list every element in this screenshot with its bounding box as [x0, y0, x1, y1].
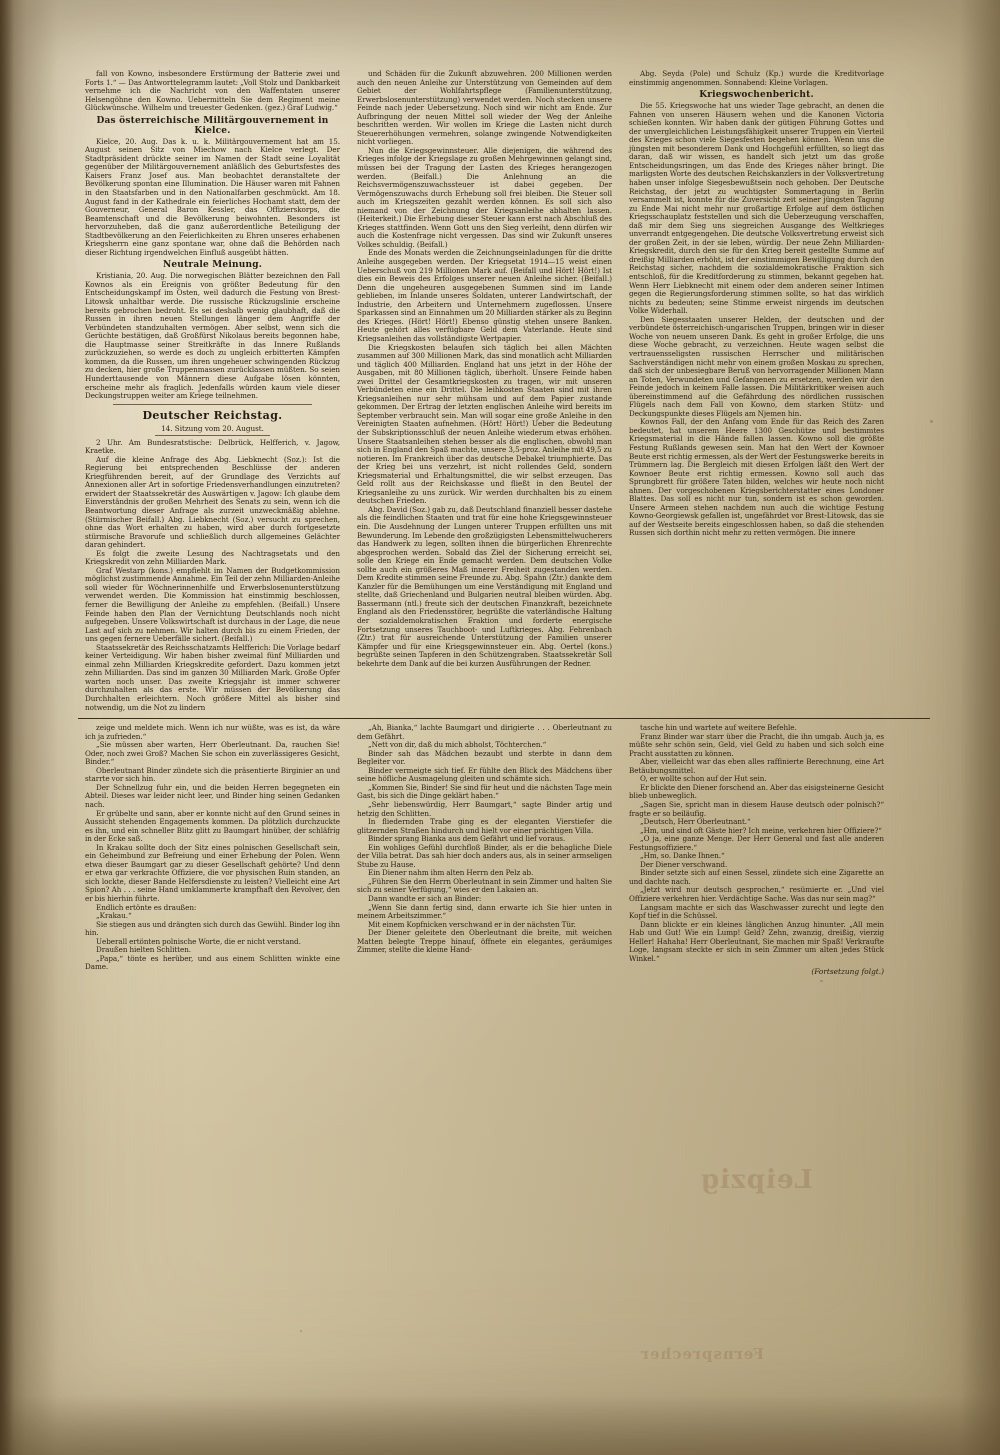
paragraph: Kristiania, 20. Aug. Die norwegischen Blätter bezeichnen den Fall Kownos als ein Ereignis von größter Bedeutung für den Entscheidungskampf im Osten, weil dadurch die Festung von Brest-Litowsk unhaltbar werde. Die russische Rückzugslinie erscheine bereits gebrochen bedroht. Es sei deshalb wenig glaubhaft, daß die Russen in ihren neuen Stellungen länger dem Angriffe der Verbündeten standzuhalten vermögen. Aber selbst, wenn sich die Gerüchte bestätigen, daß Großfürst Nikolaus bereits begonnen habe, die Hauptmasse seiner Streitkräfte in das Innere Rußlands zurückzuziehen, so werde es doch zu ungleich erbitterten Kämpfen kommen, da die Russen, um ihren ungeheuer schwingenden Rückzug zu decken, hier große Truppenmassen zurücklassen müßten. So seien Hunderttausende von Männern diese Aufgabe lösen könnten, erscheine mehr als fraglich. Jedenfalls würden kaum viele dieser Deckungstruppen weiter am Kriege teilnehmen. [85, 271, 340, 401]
paragraph: Langsam machte er sich das Waschwasser zurecht und legte den Kopf tief in die Schüssel. [629, 902, 884, 921]
paragraph: Ende des Monats werden die Zeichnungseinladungen für die dritte Anleihe ausgegeben werden. Der Kriegsetat 1914—15 weist einen Ueberschuß von 219 Millionen Mark auf. (Beifall und Hört! Hört!) Ist dies ein Beweis des Erfolges unserer neuen Anleihe sicher. (Beifall.) Denn die ungeheuren ausgegebenen Summen sind im Lande geblieben, im Inlande unseres Soldaten, unterer Landwirtschaft, der Industrie, den Arbeitern und Unternehmern zugeflossen. Unsere Sparkassen sind an Einnahmen um 20 Milliarden stärker als zu Beginn des Krieges. (Hört! Hört!) Ebenso günstig stehen unsere Banken. Heute gehört alles verfügbare Geld dem Vaterlande. Heute sind Kriegsanleihen das vollständigste Wertpapier. [357, 248, 612, 343]
paragraph: Den Siegesstaaten unserer Helden, der deutschen und der verbündete österreichisch-ungarischen Truppen, bringen wir in dieser Woche von neuem unseren Dank. Es geht in großer Erfolge, die uns diese Woche gebracht, zu verzeichnen. Heute wagen selbst die vertrauensseligsten russischen Herrscher und militärischen Sachverständigen nicht mehr von einem großen Moskau zu sprechen, daß sich der unbesiegbare Beruß von hervorragender Millionen Mann an Toten, Verwundeten und Gefangenen zu ersetzen, werden wir den Feinde jedoch in keinem Falle lassen. Die Militärkritiker weisen auch übereinstimmend auf die Gefährdung des nördlichen russischen Flügels nach dem Fall von Kowno, dem starken Stütz- und Deckungspunkte dieses Flügels am Njemen hin. [629, 314, 884, 418]
continuation-note: (Fortsetzung folgt.) [811, 967, 884, 977]
paragraph: Binder setzte sich auf einen Sessel, zündete sich eine Zigarette an und dachte nach. [629, 868, 884, 886]
paragraph: In Krakau sollte doch der Sitz eines polnischen Gesellschaft sein, ein Geheimbund zur Befreiung und einer Erhebung der Polen. Wenn etwa dieser Baumgart gar zu dieser Gesellschaft gehörte? Und denn er etwa gar verkrachte Offiziere, die vor physischen Ruin standen, an sich lockte, dieser Bande Helfersdienste zu leisten? Vielleicht eine Art Spion? Ah . . . seine Hand umklammerte krampfhaft den Revolver, den er bis hierhin führte. [85, 842, 340, 904]
paragraph: Ein wohliges Gefühl durchfloß Binder, als er die behagliche Diele der Villa betrat. Das sah hier doch anders aus, als in seiner armseligen Stube zu Hause. [357, 842, 612, 869]
news-column-1 [78, 70, 347, 712]
paragraph: Kielce, 20. Aug. Das k. u. k. Militärgouvernement hat am 15. August seinen Sitz von Miechow nach Kielce verlegt. Der Stadtpräsident drückte seiner im Namen der Stadt seine Loyalität gegenüber der Militärgouvernement anläßlich des Geburtsfestes des Kaisers Franz Josef aus. Man beobachtet deranstaltete der Bevölkerung spontan eine Illumination. Die Häuser waren mit Fahnen in den Staatsfarben und in den Nationalfarben geschmückt. Am 18. August fand in der Kathedrale ein feierliches Hochamt statt, dem der Gouverneur, General Baron Kessler, das Offizierskorps, die Beamtenschaft und die Bevölkerung beiwohnten. Besonders ist hervorzuheben, daß die ganz außerordentliche Beteiligung der Stadtbevölkerung an den Feierlichkeiten zu Ehren unseres erhabenen Kriegsherrn eine ganz spontane war, ohne daß die Behörden nach dieser Richtung irgendwelchen Einfluß ausgeübt hätten. [85, 136, 340, 257]
paragraph: 2 Uhr. Am Bundesratstische: Delbrück, Helfferich, v. Jagow, Kraetke. [85, 437, 340, 456]
paragraph: Franz Binder war starr über die Pracht, die ihn umgab. Auch ja, es müßte sehr schön sein, Geld, viel Geld zu haben und sich solch eine Pracht ausstatten zu können. [629, 731, 884, 758]
paragraph: „Führen Sie den Herrn Oberleutnant in sein Zimmer und halten Sie sich zu seiner Verfügung,“ wies er den Lakaien an. [357, 876, 612, 895]
paragraph: Die Kriegskosten belaufen sich täglich bei allen Mächten zusammen auf 300 Millionen Mark, das sind monatlich acht Milliarden und täglich 400 Milliarden. England hat uns jetzt in der Höhe der Ausgaben, mit 80 Millionen täglich, überholt. Unsere Feinde haben zwei Drittel der Gesamtkriegskosten zu tragen, wir mit unseren Verbündeten eine ein Drittel. Die leihkosten Staaten sind mit ihren Kriegsanleihen nur sehr mühsam und auf dem Papier zustande gekommen. Der Ertrag der letzten englischen Anleihe wird bereits im September verbraucht sein. Man will sogar eine große Anleihe in den Vereinigten Staaten aufnehmen. (Hört! Hört!) Ueber die Bedeutung der Subskriptionsschluß der neuen Anleihe wiederum etwas erhöhen. Unsere Staatsanleihen stehen besser als die englischen, obwohl man sich in England den Spaß machte, unsere 3,5-proz. Anleihe mit 49,5 zu notieren. Im Frankreich über das deutsche Debakel triumphierte. Das der Krieg bei uns verzehrt, ist nicht rollendes Geld, sondern Kriegsmaterial und Erhaltungsmittel, die wir selbst erzeugen. Das Geld rollt aus der Reichskasse und fließt in den Beutel der Kriegsanleihe zu uns zurück. Wir werden durchhalten bis zu einem deutschen Frieden. [357, 342, 612, 506]
paragraph: Dann blickte er ein kleines länglichen Anzug hinunter. „All mein Hab und Gut! Wie ein Lump! Geld? Zehn, zwanzig, dreißig, vierzig Heller! Hahaha! Herr Oberleutnant, Sie machen mir Spaß! Verkraufte Loge, langsam steckte er sich in sein Zimmer um alten jedes Stück Winkel.“ [629, 919, 884, 963]
feuilleton-column-3 [622, 724, 891, 976]
paragraph: Oberleutnant Binder zündete sich die präsentierte Birginier an und starrte vor sich hin. [85, 765, 340, 784]
section-heading-reichstag: Deutscher Reichstag. [142, 408, 283, 422]
paragraph: „Krakau.“ [96, 911, 132, 921]
paragraph: fall von Kowno, insbesondere Erstürmung der Batterie zwei und Forts 1.“ — Das Antworttelegramm lautet: „Voll Stolz und Dankbarkeit vernehme ich die Nachricht von den Waffentaten unserer Helsengöhne den Kowno. Uebermitteln Sie dem Regiment meine Glückwünsche. Wilhelm und treuester Gedenken. (gez.) Graf Ludwig.“ [85, 69, 340, 113]
paragraph: Ein Diener nahm ihm alten Herrn den Pelz ab. [368, 868, 534, 878]
section-heading-kriegswochenbericht: Kriegswochenbericht. [699, 90, 814, 101]
paragraph: Die 55. Kriegswoche hat uns wieder Tage gebracht, an denen die Fahnen von unseren Häusern wehen und die Kanonen Victoria schießen konnten. Wir haben dank der gütigen Führung Gottes und der unvergleichlichen Leistungsfähigkeit unserer Truppen ein Vierteil des Krieges schon viele Siegesfesten begehen können. Wenn uns die jüngsten mit besonderem Dank und Hochgefühl erfüllten, so liegt das daran, daß wir wissen, es handelt sich jetzt um das große Entscheidungsringen, um das Ende des Krieges näher bringt. Die marligsten Worte des deutschen Reichskanzlers in der Volksvertretung haben unser infolge Siegesbewußtsein noch gehoben. Der Deutsche Reichstag, der jetzt zu wuchtigster Sommertagung in Berlin versammelt ist, konnte für die Zuversicht zeit seiner jüngsten Tagung zu Ende Mai nicht mehr nur großartige Erfolge auf dem östlichen Kriegsschauplatz feststellen und sich die Ueberzeugung verschaffen, daß mir dem Sieg uns siegreichen Ausgange des Weltkrieges unverrandt entgegengehen. Die deutsche Volksvertretung erweist sich der großen Zeit, in der sie leben, würdig. Der neue Zehn Milliarden-Kriegskredit, durch den sie für den Krieg bereit gestellte Summe auf dreißig Milliarden erhöht, ist der einstimmigen Bewilligung durch den Reichstag sicher, nachdem die sozialdemokratische Fraktion sich entschloß, für die Kreditforderung zu stimmen, bekannt gegeben hat. Wenn Herr Liebknecht mit einem oder dem anderen seiner Intimen gegen die Regierungsforderung stimmen sollte, so hat das wirklich nichts zu bedeuten; seine Stimme erweist nirgends im deutschen Volke Widerhall. [629, 101, 884, 316]
book-binding-shadow [0, 0, 58, 1455]
paragraph: „Sie müssen aber warten, Herr Oberleutnant. Da, rauchen Sie! Oder, noch zwei Groß? Machen Sie schon ein zuverlässigeres Gesicht, Binder.“ [85, 740, 340, 767]
divider [113, 404, 312, 405]
paragraph: Ueberall ertönten polnische Worte, die er nicht verstand. [96, 936, 301, 946]
paragraph: „Papa,“ tönte es herüber, und aus einem Schlitten winkte eine Dame. [85, 953, 340, 972]
page-text-area [78, 70, 930, 1380]
paragraph: Sie stiegen aus und drängten sich durch das Gewühl. Binder log ihn hin. [85, 919, 340, 938]
paragraph: In fliedernden Trabe ging es der eleganten Vierstiefer die glitzernden Straßen hindurch und hielt vor einer prächtigen Villa. [357, 817, 612, 835]
paragraph: „Ah, Bianka,“ lachte Baumgart und dirigierte . . . Oberleutnant zu dem Gefährt. [357, 723, 612, 741]
paragraph: „Wenn Sie dann fertig sind, dann erwarte ich Sie hier unten in meinem Arbeitszimmer.“ [357, 902, 612, 921]
paragraph: „Nett von dir, daß du mich abholst, Töchterchen.“ [368, 740, 547, 750]
paragraph: Nun die Kriegsgewinnsteuer. Alle diejenigen, die während des Krieges infolge der Kriegslage zu großen Mehrgewinnen gelangt sind, müssen bei der Tragung der Lasten des Krieges herangezogen werden. (Beifall.) Die Anlehnung an die Reichsvermögenszuwachssteuer ist dabei gegeben. Der Vermögenszuwachs durch Erhebung soll frei bleiben. Die Steuer soll auch im Kriegszeiten gezahlt werden können. Es soll sich also niemand von der Zeichnung der Kriegsanleihe abhalten lassen. (Heiterkeit.) Die Erhebung dieser Steuer kann erst nach Abschluß des Krieges stattfinden. Wenn Gott uns den Sieg verleiht, denn dürfen wir auch die Kostenfrage nicht vergessen. Das sind wir Zukunft unseres Volkes schuldig. (Beifall.) [357, 145, 612, 249]
paragraph: Endlich ertönte es draußen: [96, 902, 197, 912]
feuilleton-column-2 [350, 724, 619, 955]
paragraph: Er grübelte und sann, aber er konnte nicht auf den Grund seines in Aussicht stehenden Engagements kommen. Da plötzlich durchzuckte es ihn, und ein schneller Blitz glitt zu Baumgart hinüber, der schläfrig in der Ecke saß. [85, 808, 340, 844]
bleedthrough-text: Fernsprecher [640, 1345, 765, 1363]
paragraph: Binder sprang Bianka aus dem Gefährt und lief voraus. [368, 834, 566, 844]
page-right-edge-shadow [960, 0, 1000, 1455]
feuilleton-columns [78, 724, 930, 976]
paragraph: Binder sah das Mädchen bezaubt und sterbte in dann dem Begleiter vor. [357, 748, 612, 767]
paragraph: Der Diener geleitete den Oberleutnant die breite, mit weichen Matten belegte Treppe hinauf, öffnete ein elegantes, geräumiges Zimmer, stellte die kleine Hand- [357, 928, 612, 955]
paragraph: und Schäden für die Zukunft abzuwehren. 200 Millionen werden auch den neuen Anleihe zur Unterstützung von Gemeinden auf dem Gebiet der Wohlfahrtspflege (Familienunterstützung, Erwerbslosenunterstützung) verwendet werden. Noch stecken unsere Feinde nach jeder Uebersetzung. Noch sind wir nicht am Ende. Zur Aufbringung der neuen Mittel soll wieder der Weg der Anleihe beschritten werden. Wir wollen im Kriege die Lasten nicht durch Steuererhöhungen vermehren, solange zwingende Notwendigkeiten nicht vorliegen. [357, 69, 612, 147]
page-bottom-edge-shadow [0, 1395, 1000, 1455]
paragraph: Aber, vielleicht war das eben alles raffinierte Berechnung, eine Art Betäubungsmittel. [629, 757, 884, 775]
session-subtitle: 14. Sitzung vom 20. August. [161, 423, 264, 433]
paragraph: Der Diener verschwand. [640, 859, 728, 869]
paragraph: zeige und meldete mich. Wenn ich nur wüßte, was es ist, da wäre ich ja zufrieden.“ [85, 723, 340, 741]
paragraph: Er blickte den Diener forschend an. Aber das eisigsteinerne Gesicht blieb unbeweglich. [629, 782, 884, 801]
paragraph: „Deutsch, Herr Oberleutnant.“ [640, 817, 751, 827]
paragraph: Draußen hielten Schlitten. [96, 945, 192, 955]
paragraph: Auf die kleine Anfrage des Abg. Liebknecht (Soz.): Ist die Regierung bei entsprechenden Beschlüsse der anderen Kriegführenden bereit, auf der Grundlage des Verzichts auf Annexionen aller Art in sofortige Friedensverhandlungen einzutreten? erwidert der Staatssekretär des Auswärtigen v. Jagow: Ich glaube dem Einverständnis der großen Mehrheit des Senats zu sein, wenn ich die Beantwortung dieser Anfrage als zurzeit unzweckmäßig ablehne. (Stürmischer Beifall.) Abg. Liebknecht (Soz.) versucht zu sprechen, ohne das Wort erhalten zu haben, wird aber durch fortgesetzte stürmische Bravorufe und schließlich durch allgemeines Gelächter daran gehindert. [85, 454, 340, 550]
paragraph: Abg. Seyda (Pole) und Schulz (Kp.) wurde die Kreditvorlage einstimmig angenommen. Sonnabend: Kleine Vorlagen. [629, 69, 884, 87]
paragraph: Abg. David (Soz.) gab zu, daß Deutschland finanziell besser dastehe als die feindlichen Staaten und trat für eine hohe Kriegsgewinnsteuer ein. Die Ausdehnung der Lungen unterer Truppen erfüllten uns mit Bewunderung. Im Lebende den großzügigsten Lebensmittelwucherers das Handwerk zu legen, sollten ihnen die bürgerlichen Ehrenrechte abgesprochen werden. Sobald das Ziel der Sicherung erreicht sei, solle den Kriege ein Ende gemacht werden. Dem deutschen Volke sollte auch ein größeres Maß innerer Freiheit zugestanden werden. Dem Kredite stimmen seine Freunde zu. Abg. Spahn (Ztr.) dankte dem Kanzler für die Bemühungen um eine Verständigung mit England und stellte, daß Griechenland und Bulgarien neutral bleiben würden. Abg. Bassermann (ntl.) freute sich der deutschen Finanzkraft, bezeichnete England als den Friedensstörer, begrüßte die vaterländische Haltung der sozialdemokratischen Fraktion und forderte energische Fortsetzung unseres Tauchboot- und Luftkrieges. Abg. Fehrenbach (Ztr.) trat für ausreichende Unterstützung der Familien unserer Kämpfer und für eine Kriegsgewinnsteuer ein. Abg. Oertel (kons.) begrüßte seinen Tapferen in den Schützengraben. Staatssekretär Soll bekehrte dem Dank auf die bei kurzen Ausführungen der Redner. [357, 504, 612, 668]
paragraph: „Jetzt wird nur deutsch gesprochen,“ resümierte er. „Und viel Offiziere verkehren hier. Verdächtige Sache. Was das nur sein mag?“ [629, 885, 884, 904]
feuilleton-column-1 [78, 724, 347, 972]
paragraph: Mit einem Kopfnicken verschwand er in der nächsten Tür. [368, 919, 576, 929]
paragraph: tasche hin und wartete auf weitere Befehle. [640, 723, 797, 733]
paragraph: Es folgt die zweite Lesung des Nachtragsetats und den Kriegskredit von zehn Milliarden Mark. [85, 548, 340, 567]
section-heading: Das österreichische Militärgouvernement in Kielce. [96, 115, 329, 136]
news-columns [78, 70, 930, 712]
section-heading: Neutrale Meinung. [162, 260, 263, 271]
paragraph: „Hm, so. Danke Ihnen.“ [640, 851, 725, 861]
paragraph: O, er wollte schon auf der Hut sein. [640, 774, 767, 784]
paragraph: Kownos Fall, der den Anfang vom Ende für das Reich des Zaren bedeutet, hat unserem Heere 1300 Geschütze und bestimmtes Kriegsmaterial in die Hände fallen lassen. Kowno soll die größte Festung Rußlands gewesen sein. Man hat den Wert der Kownoer Beute erst richtig ermessen, als der Wert der Festungswerke bereits in Trümmern lag. Die Bergleich mit diesen Erfolgen läßt den Wert der Kownoer Beute erst richtig ermessen. Kowno soll auch das Sprungbrett für größere Taten bilden, welches wir heute noch nicht ahnen. Der vorgeschobenen Kriegsberichterstatter eines Londoner Blattes. Das soll es nicht nur tun, sondern ist es schon geworden. Unsere Armeen stehen nachdem nun auch die wichtige Festung Kowno-Georgiewsk gefallen ist, ungefährdet vor Brest-Litowsk, das sie auf der Westseite bereits eingeschlossen haben, so daß die stehenden Russen sich dorthin nicht mehr zu retten vermögen. Die innere [629, 417, 884, 538]
paragraph: Der Schnellzug fuhr ein, und die beiden Herren begegneten ein Abteil. Dieses war leider nicht leer, und Binder hing seinen Gedanken nach. [85, 782, 340, 810]
book-spine-shadow [0, 0, 14, 1455]
paragraph: Dann wandte er sich an Binder: [368, 894, 482, 904]
paragraph: „Hm, und sind oft Gäste hier? Ich meine, verkehren hier Offiziere?“ [640, 825, 882, 835]
news-column-3 [622, 70, 891, 538]
paragraph: Binder vermeigte sich tief. Er fühlte den Blick des Mädchens über seine höfliche Ausmagelung gleiten und schämte sich. [357, 765, 612, 784]
paragraph: „Sehr liebenswürdig, Herr Baumgart,“ sagte Binder artig und hetzig den Schlitten. [357, 800, 612, 818]
paragraph: Staatssekretär des Reichsschatzamts Helfferich: Die Vorlage bedarf keiner Verteidigung. Wir haben bisher zweimal fünf Milliarden und einmal zehn Milliarden Kriegskredite gefordert. Dazu kommen jetzt zehn Milliarden. Das sind im ganzen 30 Milliarden Mark. Große Opfer warten noch unser. Das zweite Kriegsjahr ist immer schwerer durchzuhalten als das erste. Wir müssen der Bevölkerung das Durchhalten erleichtern. Noch größere Mittel als bisher sind notwendig, um die Not zu lindern [85, 642, 340, 712]
feuilleton-section [78, 718, 930, 976]
bleedthrough-text: Leipzig [700, 1165, 813, 1195]
news-column-2 [350, 70, 619, 668]
divider [155, 435, 270, 436]
paragraph: „O ja, eine ganze Menge. Der Herr General und fast alle anderen Festungsoffiziere.“ [629, 834, 884, 852]
paragraph: „Sagen Sie, spricht man in diesem Hause deutsch oder polnisch?“ fragte er so beiläufig. [629, 800, 884, 818]
paragraph: „Kommen Sie, Binder! Sie sind für heut und die nächsten Tage mein Gast, bis sich die Dinge geklärt haben.“ [357, 782, 612, 801]
paragraph: Graf Westarp (kons.) empfiehlt im Namen der Budgetkommission möglichst zustimmende Annahme. Ein Teil der zehn Milliarden-Anleihe soll wieder für Wöchnerinnenhilfe und Erwerbslosenunterstützung verwendet werden. Die Kommission hat einstimmig beschlossen, ferner die Bewilligung der Anleihe zu empfehlen. (Beifall.) Unsere Feinde haben den Plan der Vernichtung Deutschlands noch nicht aufgegeben. Unsere Volkswirtschaft ist durchaus in der Lage, die neue Last auf sich zu nehmen. Wir halten durch bis zu einem Frieden, der uns gegen fernere Ueberfälle sichert. (Beifall.) [85, 565, 340, 644]
